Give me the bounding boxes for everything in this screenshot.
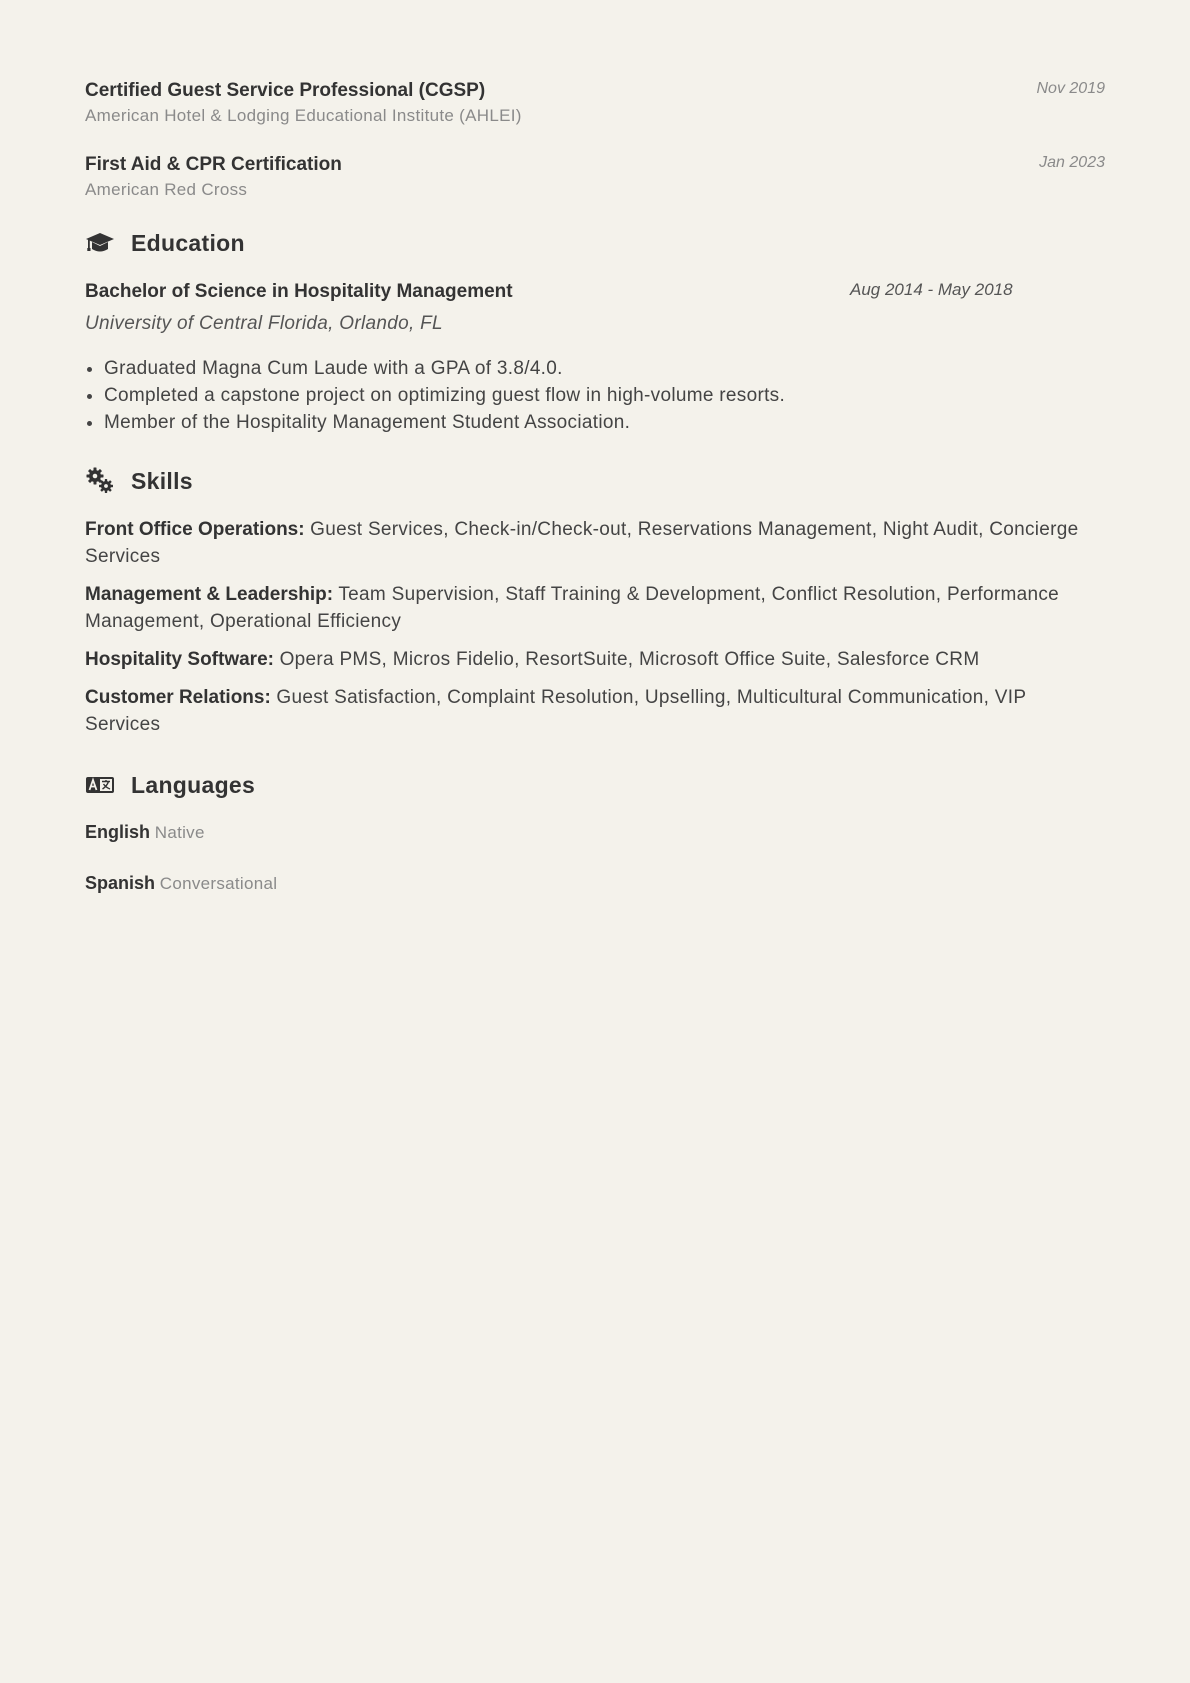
list-item: • Member of the Hospitality Management Student Association.	[104, 409, 1105, 436]
certification-issuer: American Hotel & Lodging Educational Institute (AHLEI)	[85, 106, 522, 125]
graduation-cap-icon	[85, 228, 115, 258]
skill-text: Guest Services, Check-in/Check-out, Reservations Management, Night Audit, Concierge Services	[85, 519, 1079, 567]
skill-text: Guest Satisfaction, Complaint Resolution, Upselling, Multicultural Communication, VIP Services	[85, 687, 1026, 735]
education-highlights	[85, 355, 1105, 436]
certification-date: Jan 2023	[1039, 154, 1105, 171]
skill-text: Team Supervision, Staff Training & Development, Conflict Resolution, Performance Management, Operational Efficiency	[85, 584, 1060, 632]
language-level: Conversational	[159, 874, 278, 893]
education-school: University of Central Florida, Orlando, FL	[85, 313, 443, 334]
skill-label: Customer Relations:	[85, 687, 271, 708]
skill-label: Hospitality Software:	[85, 649, 274, 670]
education-heading	[85, 226, 1105, 260]
certification-title: Certified Guest Service Professional (CGSP)	[85, 80, 486, 101]
languages-heading	[85, 768, 1105, 802]
skill-label: Management & Leadership:	[85, 584, 334, 605]
skill-group	[85, 646, 1105, 673]
language-name: English	[85, 822, 151, 842]
skill-text: Opera PMS, Micros Fidelio, ResortSuite, Microsoft Office Suite, Salesforce CRM	[279, 649, 980, 670]
language-item	[85, 871, 1105, 896]
section-title: Skills	[131, 467, 193, 494]
list-item: • Graduated Magna Cum Laude with a GPA of 3.8/4.0.	[104, 355, 1105, 382]
skill-group	[85, 684, 1105, 738]
certification-title: First Aid & CPR Certification	[85, 154, 342, 175]
certification-date: Nov 2019	[1036, 80, 1105, 97]
language-level: Native	[154, 823, 205, 842]
language-icon	[85, 770, 115, 800]
education-degree: Bachelor of Science in Hospitality Management	[85, 281, 513, 302]
skills-heading	[85, 464, 1105, 498]
language-item	[85, 820, 1105, 845]
section-title: Education	[131, 229, 245, 256]
skill-group	[85, 516, 1105, 570]
certification-item	[85, 152, 1105, 202]
skill-group	[85, 581, 1105, 635]
education-dates: Aug 2014 - May 2018	[850, 280, 1013, 299]
gears-icon	[85, 466, 115, 496]
certification-issuer: American Red Cross	[85, 180, 248, 199]
certification-item	[85, 78, 1105, 128]
resume-page	[85, 78, 1105, 922]
education-entry	[85, 278, 1105, 436]
skill-label: Front Office Operations:	[85, 519, 305, 540]
list-item: • Completed a capstone project on optimizing guest flow in high-volume resorts.	[104, 382, 1105, 409]
skills-list	[85, 516, 1105, 738]
section-title: Languages	[131, 771, 256, 798]
language-name: Spanish	[85, 873, 156, 893]
